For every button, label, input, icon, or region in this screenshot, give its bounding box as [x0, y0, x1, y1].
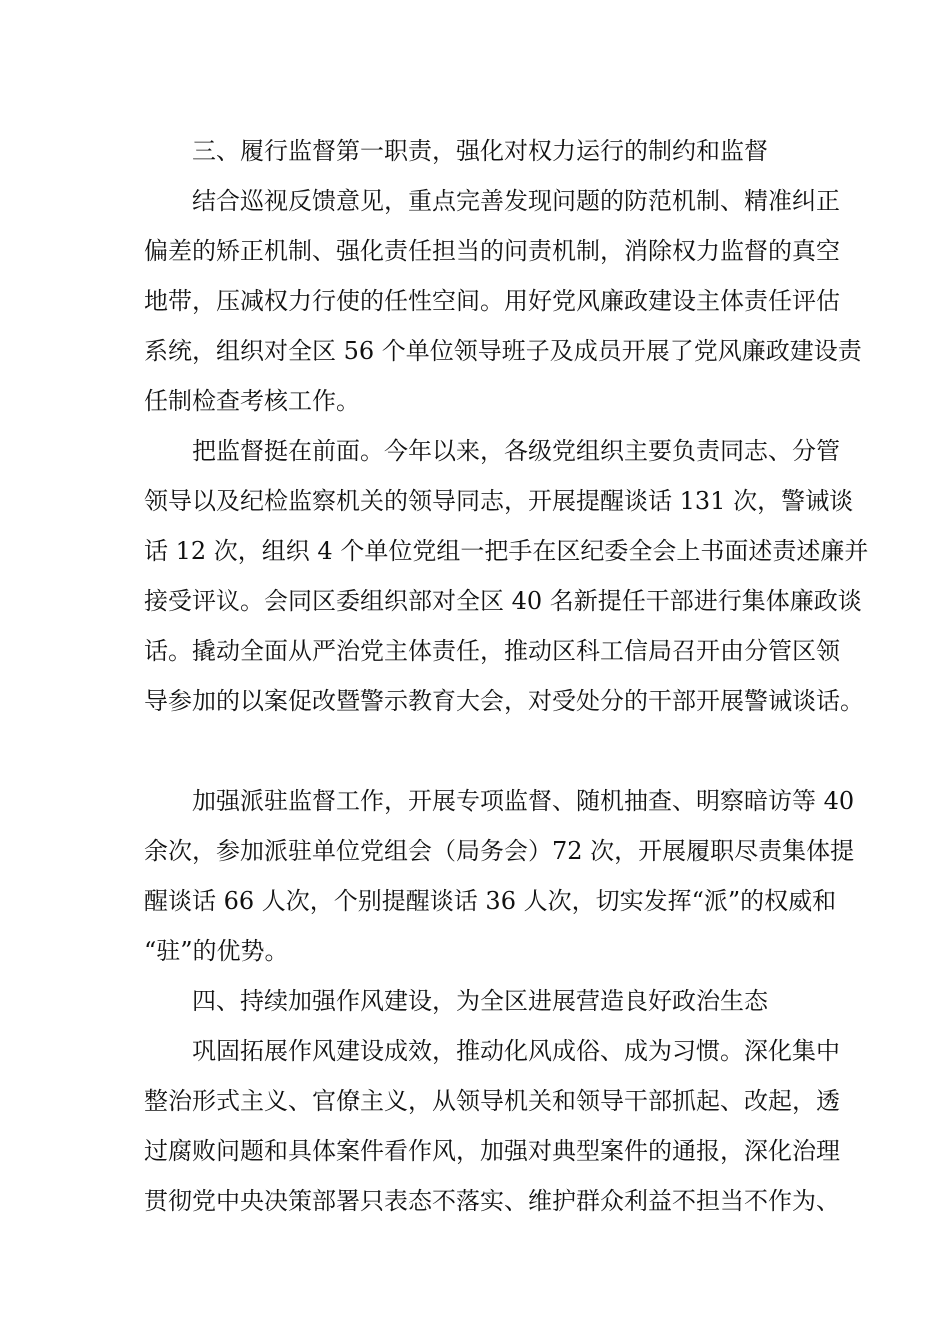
- paragraph-line: 任制检查考核工作。: [144, 387, 360, 415]
- paragraph-line: 醒谈话 66 人次，个别提醒谈话 36 人次，切实发挥“派”的权威和: [144, 887, 837, 915]
- paragraph-line: 把监督挺在前面。今年以来，各级党组织主要负责同志、分管: [192, 437, 840, 465]
- paragraph-line: 过腐败问题和具体案件看作风，加强对典型案件的通报，深化治理: [144, 1137, 840, 1165]
- paragraph-line: 余次，参加派驻单位党组会（局务会）72 次，开展履职尽责集体提: [144, 837, 855, 865]
- paragraph-line: 系统，组织对全区 56 个单位领导班子及成员开展了党风廉政建设责: [144, 337, 862, 365]
- paragraph-line: “驻”的优势。: [144, 937, 289, 965]
- paragraph-line: 话 12 次，组织 4 个单位党组一把手在区纪委全会上书面述责述廉并: [144, 537, 869, 565]
- paragraph-line: 结合巡视反馈意见，重点完善发现问题的防范机制、精准纠正: [192, 187, 840, 215]
- paragraph-line: 贯彻党中央决策部署只表态不落实、维护群众利益不担当不作为、: [144, 1187, 840, 1215]
- paragraph-line: 接受评议。会同区委组织部对全区 40 名新提任干部进行集体廉政谈: [144, 587, 862, 615]
- paragraph-line: 话。撬动全面从严治党主体责任，推动区科工信局召开由分管区领: [144, 637, 840, 665]
- paragraph-line: 地带，压减权力行使的任性空间。用好党风廉政建设主体责任评估: [144, 287, 840, 315]
- section-heading-3: 三、履行监督第一职责，强化对权力运行的制约和监督: [192, 137, 768, 165]
- section-heading-4: 四、持续加强作风建设，为全区进展营造良好政治生态: [192, 987, 768, 1015]
- paragraph-line: 加强派驻监督工作，开展专项监督、随机抽查、明察暗访等 40: [192, 787, 855, 815]
- paragraph-line: 整治形式主义、官僚主义，从领导机关和领导干部抓起、改起，透: [144, 1087, 840, 1115]
- paragraph-line: 偏差的矫正机制、强化责任担当的问责机制，消除权力监督的真空: [144, 237, 840, 265]
- paragraph-line: 导参加的以案促改暨警示教育大会，对受处分的干部开展警诫谈话。: [144, 687, 864, 715]
- paragraph-line: 巩固拓展作风建设成效，推动化风成俗、成为习惯。深化集中: [192, 1037, 840, 1065]
- paragraph-line: 领导以及纪检监察机关的领导同志，开展提醒谈话 131 次，警诫谈: [144, 487, 854, 515]
